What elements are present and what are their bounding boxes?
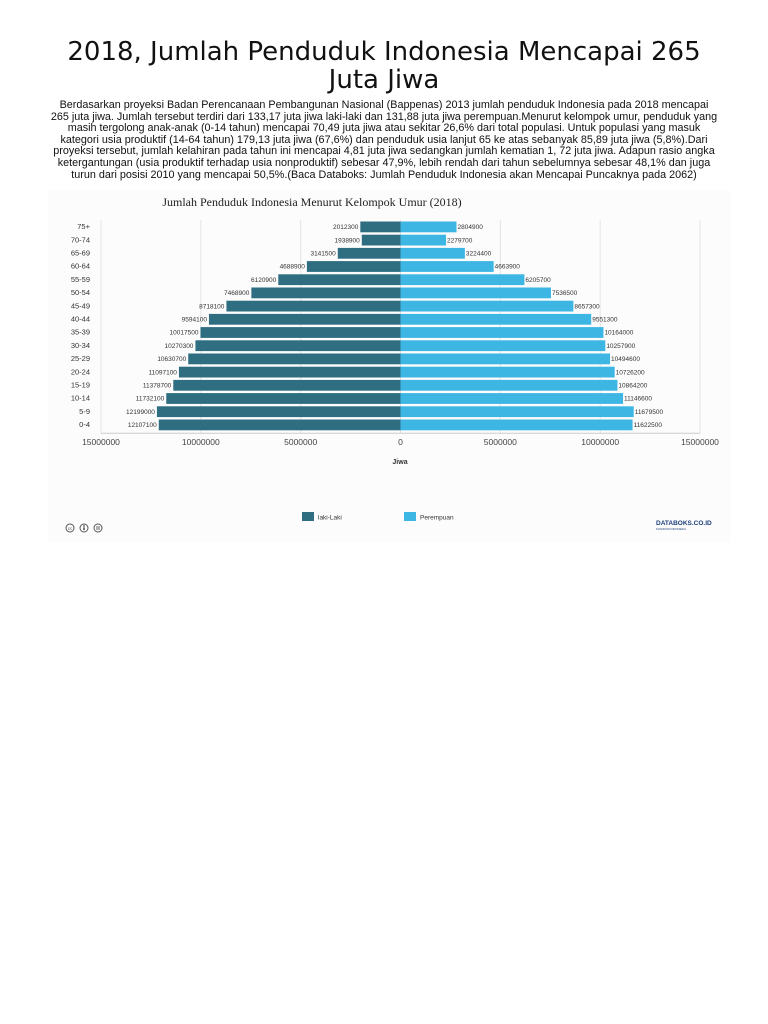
data-label-female: 10494600 (611, 356, 640, 364)
category-label: 10-14 (70, 393, 90, 403)
data-label-male: 1938900 (334, 237, 360, 245)
legend-swatch-male (302, 512, 314, 521)
data-label-male: 11378700 (142, 382, 172, 390)
data-label-female: 10864200 (618, 382, 648, 390)
x-tick-label: 10000000 (581, 437, 620, 448)
bar-male[interactable] (226, 301, 400, 312)
bar-female[interactable] (401, 288, 551, 299)
bar-male[interactable] (251, 288, 400, 299)
x-tick-label: 15000000 (82, 437, 120, 448)
category-label: 45-49 (70, 301, 90, 311)
data-label-female: 10164000 (604, 329, 634, 337)
chart-category-labels (71, 222, 91, 429)
x-tick-label: 15000000 (681, 437, 719, 448)
by-icon (80, 524, 88, 532)
category-label: 65-69 (70, 248, 90, 258)
data-label-female: 11679500 (634, 408, 664, 416)
bar-female[interactable] (401, 420, 633, 431)
category-label: 0-4 (79, 420, 90, 430)
bar-female[interactable] (401, 380, 618, 391)
data-label-male: 10630700 (157, 356, 187, 364)
legend-swatch-female (404, 512, 416, 521)
bar-female[interactable] (401, 235, 447, 246)
data-label-male: 12199000 (126, 408, 155, 416)
data-label-male: 11097100 (148, 369, 177, 377)
data-label-female: 11146600 (624, 395, 653, 403)
x-tick-label: 5000000 (284, 437, 318, 448)
bar-male[interactable] (360, 222, 400, 233)
bar-male[interactable] (179, 367, 401, 378)
databoks-logo[interactable] (656, 520, 712, 531)
logo-text: DATABOKS.CO.ID (656, 520, 712, 527)
bar-male[interactable] (200, 327, 400, 338)
bar-male[interactable] (362, 235, 401, 246)
chart-bars (157, 222, 634, 431)
data-label-male: 6120900 (250, 276, 277, 284)
category-label: 75+ (77, 222, 90, 232)
data-label-female: 2804900 (457, 224, 483, 232)
bar-female[interactable] (401, 222, 457, 233)
bar-male[interactable] (195, 340, 400, 351)
category-label: 5-9 (79, 406, 90, 416)
category-label: 30-34 (70, 340, 90, 350)
data-label-female: 9551300 (592, 316, 618, 324)
bar-female[interactable] (401, 274, 525, 285)
data-label-female: 2279700 (447, 237, 473, 245)
data-label-male: 10270300 (164, 342, 194, 350)
bar-male[interactable] (338, 248, 401, 259)
chart-legend (302, 512, 454, 522)
chart-title: Jumlah Penduduk Indonesia Menurut Kelompok Umur (2018) (162, 195, 462, 209)
bar-male[interactable] (173, 380, 400, 391)
legend-item-female[interactable] (404, 512, 454, 522)
bar-female[interactable] (401, 248, 465, 259)
x-tick-label: 10000000 (181, 437, 220, 448)
data-label-female: 6205700 (525, 276, 551, 284)
x-tick-label: 5000000 (483, 437, 517, 448)
category-label: 15-19 (70, 380, 90, 390)
legend-label-male: laki-Laki (318, 514, 342, 522)
svg-text:cc: cc (67, 526, 73, 531)
bar-male[interactable] (157, 406, 401, 417)
data-label-male: 7468900 (224, 290, 250, 298)
creative-commons-icons (66, 524, 102, 532)
data-label-female: 11622500 (633, 422, 663, 430)
category-label: 35-39 (70, 327, 90, 337)
data-label-male: 2012300 (333, 224, 359, 232)
bar-female[interactable] (401, 406, 634, 417)
data-label-male: 11732100 (135, 395, 165, 403)
data-label-male: 9594100 (181, 316, 207, 324)
data-label-female: 3224400 (465, 250, 492, 258)
category-label: 40-44 (70, 314, 90, 324)
bar-male[interactable] (166, 393, 400, 404)
legend-label-female: Perempuan (420, 514, 454, 522)
page-title: 2018, Jumlah Penduduk Indonesia Mencapai 265 Juta Jiwa (67, 37, 701, 95)
data-label-male: 12107100 (127, 422, 157, 430)
data-label-female: 4663900 (494, 263, 520, 271)
bar-male[interactable] (307, 261, 401, 272)
x-axis-label: Jiwa (392, 459, 408, 466)
bar-female[interactable] (401, 393, 624, 404)
bar-female[interactable] (401, 354, 611, 365)
category-label: 55-59 (70, 274, 90, 284)
bar-female[interactable] (401, 327, 604, 338)
bar-male[interactable] (278, 274, 400, 285)
chart-canvas (48, 190, 730, 542)
intro-paragraph: Berdasarkan proyeksi Badan Perencanaan Pembangunan Nasional (Bappenas) 2013 jumlah penduduk Indonesia pada 2018 mencapai 265 juta jiwa. Jumlah tersebut terdiri dari 133,17 juta jiwa laki-laki dan 131,88 juta jiwa perempuan.Menurut kelompok umur, penduduk yang masih tergolong anak-anak (0-14 tahun) mencapai 70,49 juta jiwa atau sekitar 26,6% dari total populasi. Untuk populasi yang masuk kategori usia produktif (14-64 tahun) 179,13 juta jiwa (67,6%) dan penduduk usia lanjut 65 ke atas sebanyak 85,89 juta jiwa (5,8%).Dari proyeksi tersebut, jumlah kelahiran pada tahun ini mencapai 4,81 juta jiwa sedangkan jumlah kematian 1, 72 juta jiwa. Adapun rasio angka ketergantungan (usia produktif terhadap usia nonproduktif) sebesar 47,9%, lebih rendah dari tahun sebelumnya sebesar 48,1% dan juga turun dari posisi 2010 yang mencapai 50,5%.(Baca Databoks: Jumlah Penduduk Indonesia akan Mencapai Puncaknya pada 2062) (50, 99, 718, 181)
cc-icon (66, 524, 74, 532)
bar-female[interactable] (401, 367, 615, 378)
bar-female[interactable] (401, 261, 494, 272)
bar-female[interactable] (401, 314, 592, 325)
bar-female[interactable] (401, 340, 606, 351)
bar-female[interactable] (401, 301, 574, 312)
logo-subtext: KATADATA INDONESIA (656, 527, 686, 531)
data-label-female: 7536500 (551, 290, 578, 298)
data-label-male: 4688900 (279, 263, 305, 271)
population-pyramid-chart (48, 190, 730, 542)
category-label: 25-29 (70, 354, 90, 364)
x-tick-label: 0 (398, 437, 403, 448)
bar-male[interactable] (209, 314, 401, 325)
data-label-female: 8657300 (574, 303, 600, 311)
data-label-male: 3141500 (310, 250, 336, 258)
category-label: 70-74 (70, 235, 90, 245)
category-label: 20-24 (70, 367, 90, 377)
chart-x-ticks (82, 437, 719, 447)
category-label: 60-64 (70, 261, 90, 271)
bar-male[interactable] (159, 420, 401, 431)
category-label: 50-54 (70, 288, 90, 298)
data-label-female: 10726200 (615, 369, 645, 377)
equal-icon (94, 524, 102, 532)
data-label-female: 10257900 (606, 342, 636, 350)
data-label-male: 10017500 (169, 329, 199, 337)
bar-male[interactable] (188, 354, 400, 365)
data-label-male: 8718100 (199, 303, 225, 311)
legend-item-male[interactable] (302, 512, 342, 522)
